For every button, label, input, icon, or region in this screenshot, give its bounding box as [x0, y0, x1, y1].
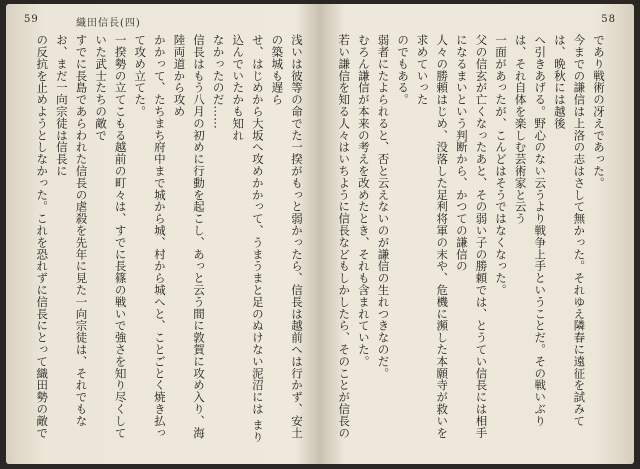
text-column: 父の信玄が亡くなったあと、その弱い子の勝頼では、とうてい信長には相手になるまいという判断から、かつての謙信の [454, 34, 489, 439]
text-column: のでもある。 [396, 34, 411, 106]
text-column: 浅いは彼等の命でた一揆がもっと弱かったら、信長は越前へは行かず、安土の築城も遅ら [270, 34, 304, 439]
text-column: 若い謙信を知る人々はいちように信長などもしかしたら、そのことが信長の [337, 34, 352, 439]
left-page [6, 4, 320, 464]
text-column: 一揆勢の立てこもる越前の町々は、すでに長篠の戦いで強さを知り尽くしていた武士たちの敵で [94, 34, 128, 439]
text-column: 弱者にたよられると、否と云えないのが謙信の生れつきなのだ。 [376, 34, 391, 380]
text-column: かかって、たちまち府中まで城から城、村から城へと、ことごとく焼き払って攻め立てた。 [133, 34, 167, 439]
text-column: むろん謙信が本来の考えを改めたとき、それも含まれていた。 [356, 34, 371, 368]
text-column: へ引きあげる。野心のない云うより戦争上手ということだ。その戦いぶりは、それ自体を楽しむ芸術家と云う [513, 34, 548, 427]
text-column: 信長はもう八月の初めに行動を起こし、あっと云う間に敦賀に攻め入り、海陸両道から攻め [172, 34, 207, 439]
left-page-text [30, 34, 306, 446]
right-page-text [334, 34, 608, 446]
running-title: 織田信長(四) [76, 18, 141, 29]
text-column: すでに長島であらわれた信長の虐殺を先年に見た一向宗徒は、それでもなお、まだ一向宗徒は信長に [54, 34, 89, 427]
text-column: 今までの謙信は上洛の志はさして無かった。それゆえ隣春に遠征を試みては、晩秋には越後 [552, 34, 587, 427]
text-column: なかったのだ…… [211, 34, 226, 130]
right-page [320, 4, 634, 464]
text-column: せ、はじめから大坂へ攻めかかって、うまうまと足のぬけない泥沼には まり込んでいたかも知れ [231, 34, 265, 443]
right-page-number: 58 [601, 14, 616, 25]
left-page-number: 59 [24, 14, 39, 25]
text-column: であり戦術の冴えであった。 [592, 34, 606, 189]
text-column: の反抗を止めようとしなかった。これを恐れずに信長にとって織田勢の敵で [35, 34, 50, 439]
text-column: 人々の勝頼はじめ、没落した足利将軍の末や、危機に瀕した本願寺が救いを求めていった [415, 34, 450, 439]
book-spread [6, 4, 634, 464]
text-column: 一面があったが、こんどはそうではなくなった。 [494, 34, 509, 296]
